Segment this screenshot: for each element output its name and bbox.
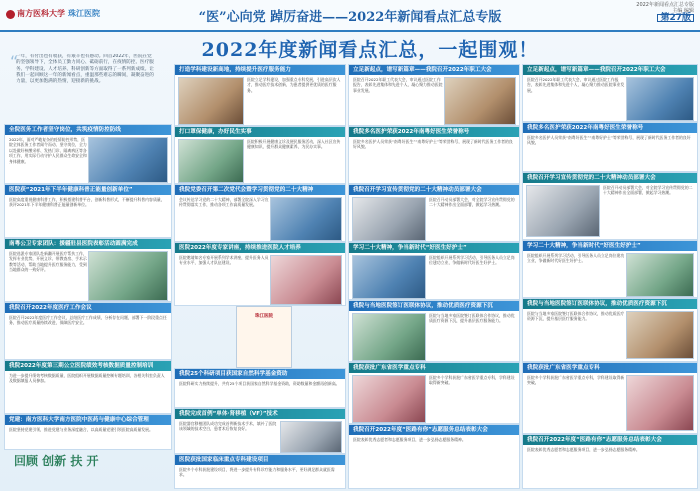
news-photo <box>352 313 426 361</box>
intro-paragraph: 一年，有付出也有收获，有艰辛也有感动。回首2022年，医院在党的坚强领导下，全体员工勠力同心、砥砺前行，在疫情防控、医疗服务、学科建设、人才培养、科研创新等方面取得了一系列新成绩。让我们一起回顾这一年的新闻看点，重温那些难忘的瞬间，凝聚奋进的力量，以更加饱满的热情，迎接新的挑战。 <box>16 54 154 85</box>
news-card-title: 南粤公卫专家团队：援疆驻县医院表彰活动圆满完成 <box>5 239 171 249</box>
news-photo <box>626 253 694 297</box>
news-card <box>348 64 520 126</box>
news-card-body: 医院召开动员部署大会，对全院学习宣传贯彻党的二十大精神作出全面部署，掀起学习热潮。 <box>429 197 515 208</box>
news-card-title: 我院2022年度第三期公立医院绩效考核数据质量控制培训 <box>5 361 171 371</box>
news-card-body: 为进一步提升绩效考核数据质量，医院组织开展数据质量控制专题培训，各相关科室负责人及数据填报人员参加。 <box>9 373 165 384</box>
news-card-body: 医院召开2022年职工代表大会，审议通过医院工作报告，表彰先进集体和先进个人，凝心聚力推动医院事业发展。 <box>527 77 625 93</box>
news-photo <box>270 255 342 305</box>
news-card <box>522 362 698 434</box>
poster-caption: 珠江医院 <box>255 314 273 319</box>
news-card <box>348 300 520 362</box>
news-photo <box>352 375 426 423</box>
news-card <box>4 360 172 414</box>
news-card-body: 医院器官移植团队成功完成首例新技术手术，填补了医院该领域的技术空白，患者术后恢复良好。 <box>179 421 277 432</box>
news-card-body: 医院表彰优秀志愿者和志愿服务项目，进一步弘扬志愿服务精神。 <box>527 447 640 452</box>
news-card <box>348 424 520 489</box>
commemorative-poster <box>236 306 292 368</box>
special-edition-slogan: “医”心向党 踔厉奋进——2022年新闻看点汇总专版 <box>198 10 502 25</box>
news-card-title: 党建：南方医科大学南方医院中医药与健康中心综合管理 <box>5 415 171 425</box>
news-card-body: 医院积极开展健康义诊及便民服务活动，深入社区宣传健康知识，提升群众健康素养，为民办实事。 <box>247 139 341 150</box>
news-photo <box>626 375 694 431</box>
news-card-body: 医院组织开展系列学习活动，引导医务人员立足岗位建功立业，争做新时代好医生好护士。 <box>429 255 515 266</box>
news-card-body: 医院组织开展系列学习活动，引导医务人员立足岗位建功立业，争做新时代好医生好护士。 <box>527 253 625 264</box>
news-card-title: 我院召开学习宣传贯彻党的二十大精神动员部署大会 <box>523 173 697 183</box>
news-card-body: 医院高度重视健康科普工作，积极搭建科普平台，创新科普形式，不断提升科普内容质量，获评2021年下半年健康科普正能量创新单位。 <box>9 197 165 208</box>
news-card <box>522 434 698 489</box>
news-photo <box>88 137 168 183</box>
news-photo <box>88 251 168 301</box>
logo-subtext: 珠江医院 <box>68 8 100 18</box>
masthead <box>0 0 700 32</box>
news-card <box>174 184 346 242</box>
news-card-title: 我院获批广东省医学重点专科 <box>523 363 697 373</box>
news-card <box>174 64 346 126</box>
news-photo <box>280 421 342 453</box>
news-card <box>174 408 346 454</box>
news-card-body: 医院多个学科获批广东省医学重点专科，学科建设取得新突破。 <box>527 375 625 386</box>
news-card-title: 我院与当地医院签订医联体协议，推动优质医疗资源下沉 <box>349 301 519 311</box>
news-card-title: 我院25个科研项目获国家自然科学基金资助 <box>175 369 345 379</box>
news-card-title: 我院多名医护荣获2022年南粤好医生荣誉称号 <box>349 127 519 137</box>
hospital-logo <box>6 8 100 19</box>
news-card-title: 我院召开学习宣传贯彻党的二十大精神动员部署大会 <box>349 185 519 195</box>
news-photo <box>352 197 426 241</box>
news-card <box>348 126 520 184</box>
news-card <box>4 238 172 302</box>
news-photo <box>178 77 244 125</box>
news-card-title: 我院多名医护荣获2022年南粤好医生荣誉称号 <box>523 123 697 133</box>
news-card-title: 打造学科建设新高地，持续提升医疗服务能力 <box>175 65 345 75</box>
quote-mark-icon: “ <box>10 52 19 71</box>
news-card-title: 我院与当地医院签订医联体协议，推动优质医疗资源下沉 <box>523 299 697 309</box>
news-card-body: 2022年，面对严峻复杂的疫情防控形势，医院全体医务工作者闻令而动、坚守岗位，全力以赴做好核酸采样、发热门诊、隔离病区等各项工作，用实际行动守护人民群众生命安全和身体健康。 <box>9 137 87 164</box>
news-card <box>522 122 698 172</box>
news-card <box>174 454 346 489</box>
news-card-body: 医院坚持党建引领，推进党建与业务深度融合，以高质量党建引领医院高质量发展。 <box>9 427 153 432</box>
news-card-title: 立足新起点，谱写新篇章——我院召开2022年职工大会 <box>349 65 519 75</box>
news-card <box>348 362 520 424</box>
news-card-title: 医院获批国家临床重点专科建设项目 <box>175 455 345 465</box>
news-card-body: 医院多个专科获批建设项目，将进一步提升专科诊疗能力和服务水平，更好满足群众就医需求。 <box>179 467 335 478</box>
news-card-body: 会议传达学习党的二十大精神，部署全院深入学习宣传贯彻落实工作，推动各项工作高质量发展。 <box>179 197 269 208</box>
news-card <box>4 184 172 238</box>
news-card-body: 医院多名医护人员荣获“南粤好医生”“南粤好护士”等荣誉称号，展现了新时代医务工作者的良好风貌。 <box>353 139 513 150</box>
issue-line-1: 2022年新闻看点汇总专版 <box>636 2 694 8</box>
news-card-title: 医院获“2021年下半年健康科普正能量创新单位” <box>5 185 171 195</box>
news-photo <box>626 77 694 121</box>
news-photo <box>178 139 244 183</box>
news-card-title: 我院召开2022年度“医路有你”志愿服务总结表彰大会 <box>523 435 697 445</box>
footer-slogan: 回顾 创新 扶 开 <box>14 454 99 468</box>
news-card-body: 医院表彰优秀志愿者和志愿服务项目，进一步弘扬志愿服务精神。 <box>353 437 466 442</box>
news-photo <box>352 255 426 299</box>
news-photo <box>526 185 600 237</box>
issue-line-2: 主编 编辑 <box>672 8 694 14</box>
news-card <box>522 240 698 298</box>
news-card <box>174 126 346 184</box>
news-card-body: 医院科研实力持续提升，共有25个项目获国家自然科学基金资助，资助数量和金额再创新高。 <box>179 381 340 386</box>
news-card-body: 医院召开2022年职工代表大会，审议通过医院工作报告，表彰先进集体和先进个人，凝心聚力推动医院事业发展。 <box>353 77 443 93</box>
news-card-title: 我院完成首例“单体·肾移植（VF）”技术 <box>175 409 345 419</box>
news-card-title: 全院医务工作者坚守岗位，共筑疫情防控防线 <box>5 125 171 135</box>
news-card-title: 立足新起点，谱写新篇章——我院召开2022年职工大会 <box>523 65 697 75</box>
news-card <box>4 124 172 184</box>
news-card-body: 医院与当地多家医院签订医联体合作协议，推动优质医疗资源下沉，提升基层医疗服务能力。 <box>429 313 515 324</box>
news-card <box>348 184 520 242</box>
news-card <box>4 302 172 360</box>
news-card-title: 我院召开2022年度医疗工作会议 <box>5 303 171 313</box>
news-card-title: 学习二十大精神，争当新时代“好医生好护士” <box>349 243 519 253</box>
news-card-body: 医院立足学科建设，加强重点专科发展，引进高层次人才，推动医疗技术创新，为患者提供更优质的医疗服务。 <box>247 77 341 93</box>
news-card-body: 医院多个学科获批广东省医学重点专科，学科建设取得新突破。 <box>429 375 515 386</box>
news-card <box>4 414 172 450</box>
news-card-body: 医院多名医护人员荣获“南粤好医生”“南粤好护士”等荣誉称号，展现了新时代医务工作者的良好风貌。 <box>527 135 691 146</box>
news-card-title: 我院党委召开第二次党代会暨学习贯彻党的二十大精神 <box>175 185 345 195</box>
news-card <box>522 64 698 122</box>
logo-text: 南方医科大学 <box>17 8 65 18</box>
news-card-title: 我院获批广东省医学重点专科 <box>349 363 519 373</box>
news-photo <box>626 311 694 359</box>
page-title: 2022年度新闻看点汇总，一起围观！ <box>201 39 539 61</box>
page-number: 第27版 <box>657 14 694 22</box>
logo-emblem-icon <box>6 10 15 19</box>
news-card <box>174 368 346 408</box>
news-card-title: 学习二十大精神，争当新时代“好医生好护士” <box>523 241 697 251</box>
news-photo <box>270 197 342 241</box>
news-card-body: 医院与当地多家医院签订医联体合作协议，推动优质医疗资源下沉，提升基层医疗服务能力。 <box>527 311 625 322</box>
news-card <box>348 242 520 300</box>
news-card-title: 打口罩保健康，办好民生实事 <box>175 127 345 137</box>
news-card-body: 医院召开2022年度医疗工作会议，总结医疗工作成绩，分析存在问题，部署下一阶段重点任务，推动医疗质量持续改进，保障医疗安全。 <box>9 315 167 326</box>
news-card <box>174 242 346 306</box>
news-card-body: 医院选派专家团队赴新疆开展医疗帮扶工作，发挥专业优势，开展义诊、带教查房、手术示教等活动，帮助当地提升医疗服务能力，受到当地群众的一致好评。 <box>9 251 87 273</box>
issue-info <box>584 2 694 22</box>
news-photo <box>444 77 516 125</box>
news-card <box>522 172 698 240</box>
news-card-title: 我院召开2022年度“医路有你”志愿服务总结表彰大会 <box>349 425 519 435</box>
news-card-title: 医院2022年度专家讲座，持续推进医院人才培养 <box>175 243 345 253</box>
news-card-body: 医院召开动员部署大会，对全院学习宣传贯彻党的二十大精神作出全面部署，掀起学习热潮。 <box>603 185 693 196</box>
news-card <box>522 298 698 362</box>
news-card-body: 医院邀请知名专家开展系列学术讲座，提升医务人员专业水平，加强人才队伍建设。 <box>179 255 269 266</box>
